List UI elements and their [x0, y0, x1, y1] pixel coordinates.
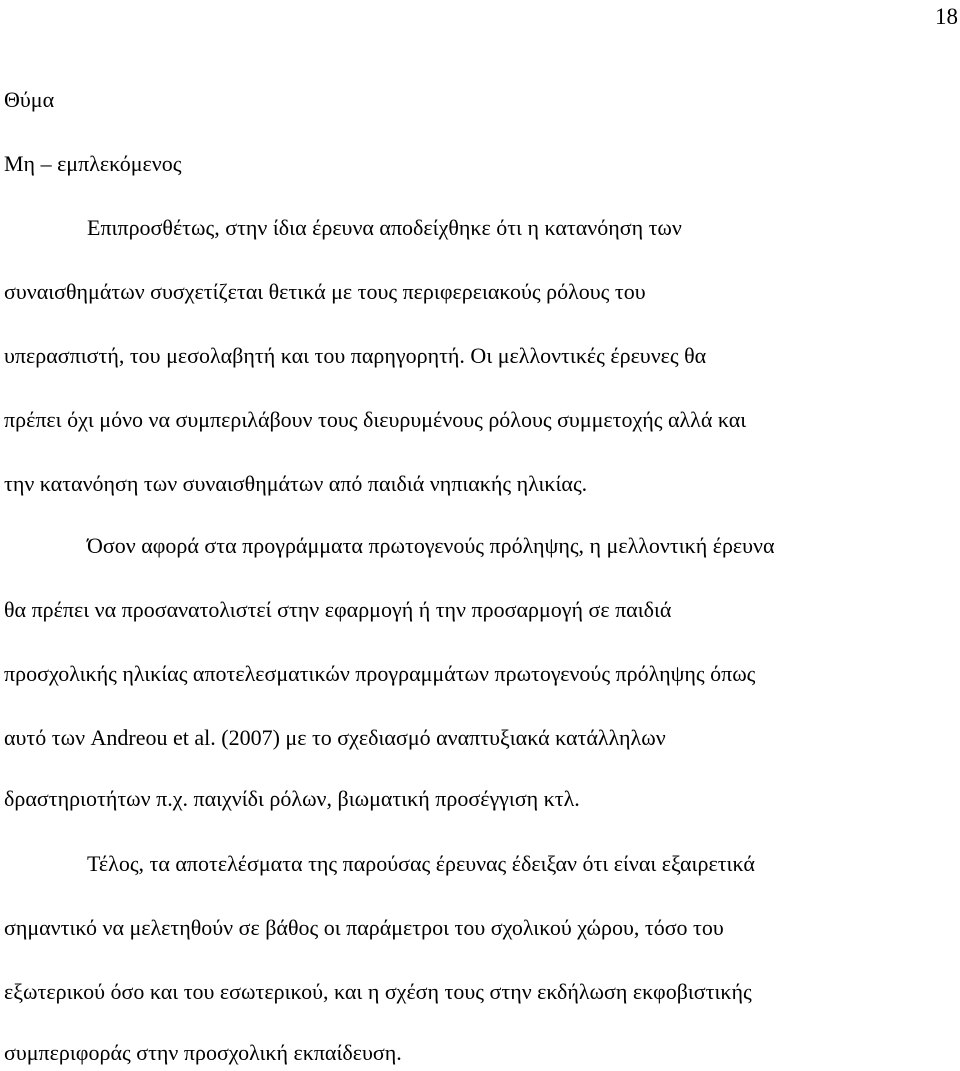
paragraph-3-line-2: σημαντικό να μελετηθούν σε βάθος οι παράμετροι του σχολικού χώρου, τόσο του	[4, 915, 724, 940]
paragraph-2-line-4: αυτό των Andreou et al. (2007) με το σχεδιασμό αναπτυξιακά κατάλληλων	[4, 725, 666, 750]
label-uninvolved: Μη – εμπλεκόμενος	[4, 151, 182, 176]
paragraph-1-line-4: πρέπει όχι μόνο να συμπεριλάβουν τους διευρυμένους ρόλους συμμετοχής αλλά και	[4, 407, 747, 432]
page-number: 18	[935, 4, 958, 29]
paragraph-3-line-1: Τέλος, τα αποτελέσματα της παρούσας έρευνας έδειξαν ότι είναι εξαιρετικά	[87, 851, 755, 876]
paragraph-3-line-3: εξωτερικού όσο και του εσωτερικού, και η σχέση τους στην εκδήλωση εκφοβιστικής	[4, 979, 752, 1004]
paragraph-1-line-5: την κατανόηση των συναισθημάτων από παιδιά νηπιακής ηλικίας.	[4, 471, 588, 496]
paragraph-2-line-3: προσχολικής ηλικίας αποτελεσματικών προγραμμάτων πρωτογενούς πρόληψης όπως	[4, 661, 756, 686]
paragraph-2-line-1: Όσον αφορά στα προγράμματα πρωτογενούς πρόληψης, η μελλοντική έρευνα	[87, 533, 775, 558]
paragraph-1-line-2: συναισθημάτων συσχετίζεται θετικά με τους περιφερειακούς ρόλους του	[4, 279, 646, 304]
paragraph-3-line-4: συμπεριφοράς στην προσχολική εκπαίδευση.	[4, 1040, 402, 1065]
paragraph-2-line-2: θα πρέπει να προσανατολιστεί στην εφαρμογή ή την προσαρμογή σε παιδιά	[4, 597, 672, 622]
paragraph-1-line-3: υπερασπιστή, του μεσολαβητή και του παρηγορητή. Οι μελλοντικές έρευνες θα	[4, 343, 707, 368]
paragraph-1-line-1: Επιπροσθέτως, στην ίδια έρευνα αποδείχθηκε ότι η κατανόηση των	[87, 215, 682, 240]
label-victim: Θύμα	[4, 87, 55, 112]
paragraph-2-line-5: δραστηριοτήτων π.χ. παιχνίδι ρόλων, βιωματική προσέγγιση κτλ.	[4, 786, 580, 811]
